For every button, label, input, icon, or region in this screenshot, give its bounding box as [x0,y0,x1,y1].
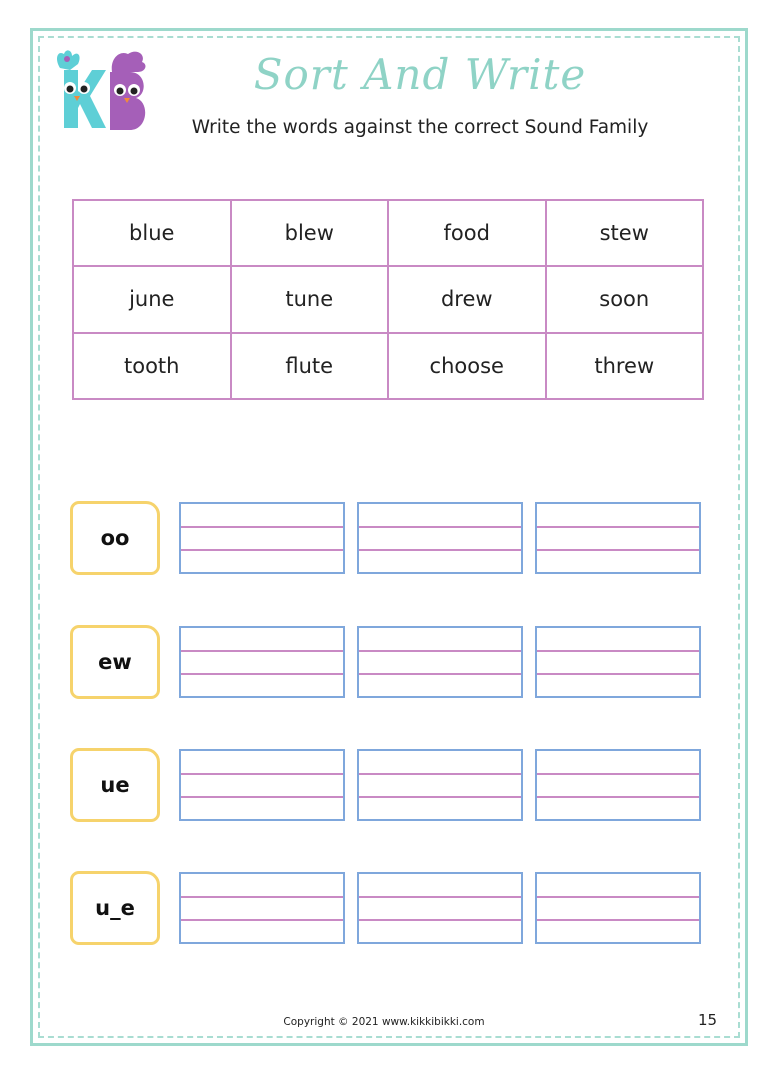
word-cell: blew [231,200,389,266]
word-cell: soon [546,266,704,332]
writing-box[interactable] [179,872,345,944]
writing-box[interactable] [357,872,523,944]
sound-family-row-oo [70,501,702,577]
page-number: 15 [698,1011,718,1029]
word-row [73,266,703,332]
word-cell: threw [546,333,704,399]
instructions: Write the words against the correct Sound Family [191,117,649,138]
writing-box[interactable] [357,626,523,698]
word-cell: drew [388,266,546,332]
writing-box[interactable] [535,872,701,944]
word-row [73,333,703,399]
sound-label-ue: ue [70,748,160,822]
writing-box[interactable] [179,502,345,574]
writing-box[interactable] [179,749,345,821]
sound-family-row-ew [70,625,702,701]
word-cell: flute [231,333,389,399]
word-grid [72,199,704,400]
sound-label-u-e: u_e [70,871,160,945]
word-cell: june [73,266,231,332]
copyright-footer: Copyright © 2021 www.kikkibikki.com [283,1016,485,1028]
writing-box[interactable] [357,749,523,821]
word-cell: blue [73,200,231,266]
sound-label-ew: ew [70,625,160,699]
word-cell: tooth [73,333,231,399]
writing-box[interactable] [179,626,345,698]
word-cell: choose [388,333,546,399]
sound-label-oo: oo [70,501,160,575]
writing-box[interactable] [535,626,701,698]
word-row [73,200,703,266]
word-cell: tune [231,266,389,332]
word-cell: food [388,200,546,266]
word-cell: stew [546,200,704,266]
writing-box[interactable] [535,502,701,574]
sound-family-row-u-e [70,871,702,947]
writing-box[interactable] [535,749,701,821]
writing-box[interactable] [357,502,523,574]
page-title: Sort And Write [253,50,587,99]
sound-family-row-ue [70,748,702,824]
kb-logo [50,44,154,136]
